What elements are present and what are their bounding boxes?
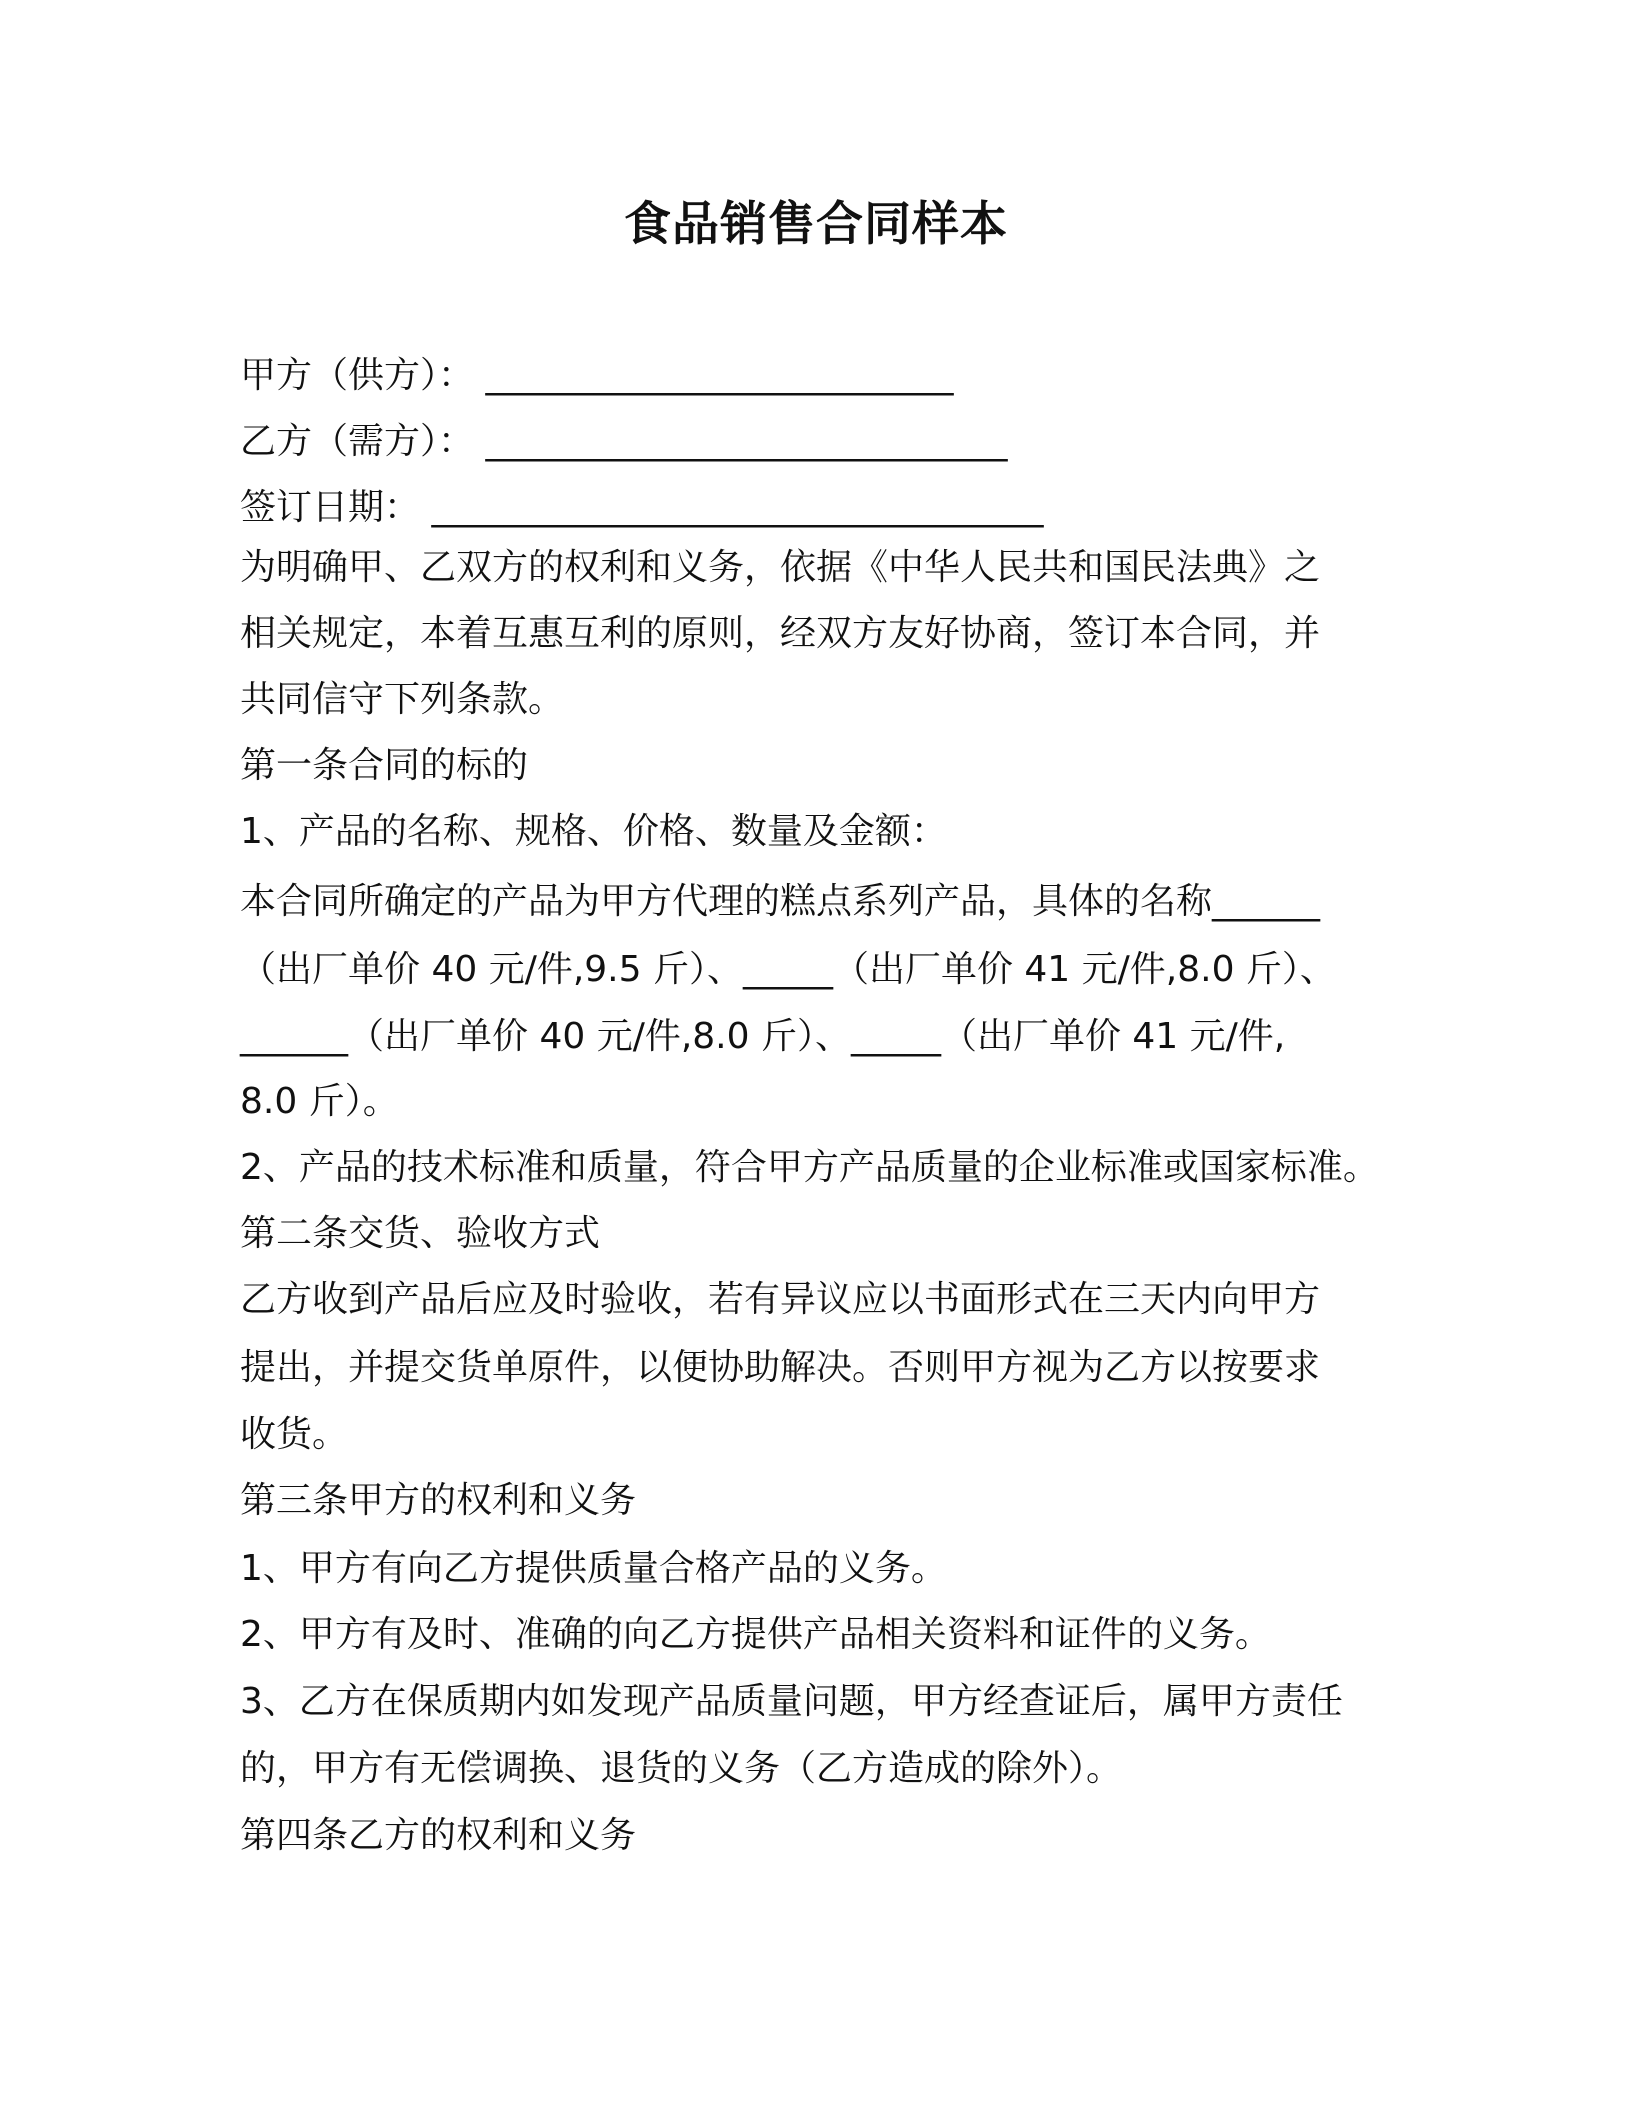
paragraph-line: ______（出厂单价 40 元/件,8.0 斤）、_____（出厂单价 41 元/件, [240,1016,1286,1057]
signing-date-line: 签订日期： __________________________________ [240,487,1044,528]
paragraph-line: 为明确甲、乙双方的权利和义务，依据《中华人民共和国民法典》之 [240,547,1321,588]
article-heading: 第二条交货、验收方式 [240,1213,601,1254]
party-a-line: 甲方（供方）： __________________________ [240,355,954,396]
clause-line: 1、甲方有向乙方提供质量合格产品的义务。 [240,1548,947,1589]
paragraph-line: 提出，并提交货单原件，以便协助解决。否则甲方视为乙方以按要求 [240,1347,1321,1388]
clause-line: 2、产品的技术标准和质量，符合甲方产品质量的企业标准或国家标准。 [240,1147,1379,1188]
party-b-line: 乙方（需方）： _____________________________ [240,421,1008,462]
paragraph-line: 8.0 斤）。 [240,1081,399,1122]
clause-line: 2、甲方有及时、准确的向乙方提供产品相关资料和证件的义务。 [240,1614,1271,1655]
clause-line: 1、产品的名称、规格、价格、数量及金额： [240,811,947,852]
paragraph-line: 相关规定，本着互惠互利的原则，经双方友好协商，签订本合同，并 [240,613,1321,654]
paragraph-line: 共同信守下列条款。 [240,679,565,720]
article-heading: 第四条乙方的权利和义务 [240,1815,637,1856]
paragraph-line: 乙方收到产品后应及时验收，若有异议应以书面形式在三天内向甲方 [240,1279,1321,1320]
clause-line: 3、乙方在保质期内如发现产品质量问题，甲方经查证后，属甲方责任 [240,1681,1343,1722]
paragraph-line: 本合同所确定的产品为甲方代理的糕点系列产品，具体的名称______ [240,881,1321,922]
paragraph-line: 的，甲方有无偿调换、退货的义务（乙方造成的除外）。 [240,1748,1123,1789]
paragraph-line: （出厂单价 40 元/件,9.5 斤）、_____（出厂单价 41 元/件,8.0 斤）、 [240,949,1336,990]
document-title: 食品销售合同样本 [624,197,1008,252]
article-heading: 第三条甲方的权利和义务 [240,1480,637,1521]
paragraph-line: 收货。 [240,1414,349,1455]
article-heading: 第一条合同的标的 [240,745,529,786]
